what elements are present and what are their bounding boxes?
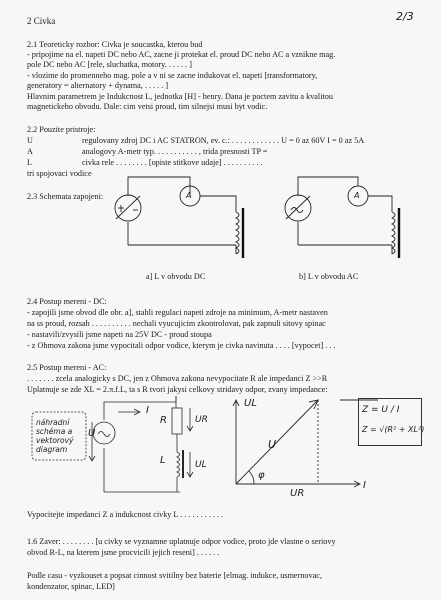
instrument-wires: tri spojovaci vodice: [27, 169, 92, 178]
ammeter-b-label: A: [354, 190, 360, 200]
formula-z-ui: Z = U / I: [362, 405, 400, 415]
s23-heading: 2.3 Schemata zapojeni:: [27, 192, 104, 201]
sketch-l: L: [160, 455, 166, 466]
footer-line-2: kondenzator, spinac, LED]: [27, 582, 115, 591]
s24-line-3: - nastavili/zvysili jsme napeti na 25V DC - proud stoupa: [27, 330, 212, 339]
sketch-r: R: [160, 415, 167, 426]
page-number: 2/3: [396, 10, 414, 23]
vector-i: I: [363, 480, 366, 491]
s25-result: Vypocitejte impedanci Z a indukcnost civky L . . . . . . . . . . .: [27, 510, 224, 519]
s21-line-6: magnetickeho obvodu. Dale: cim vetsi proud, tim silnejsi musi byt vodic.: [27, 102, 268, 111]
instrument-a-text: analogovy A-metr typ. . . . . . . . . . . , trida presnosti TP =: [82, 147, 268, 156]
vector-phi: φ: [258, 470, 265, 481]
section-title: 2 Civka: [27, 16, 56, 26]
sketch-i: I: [146, 405, 149, 416]
sketch-ur: UR: [195, 415, 208, 425]
s21-line-1: - pripojime na el. napeti DC nebo AC, zacne ji protekat el. proud DC nebo AC a vznikne mag.: [27, 50, 336, 59]
instrument-l-symbol: L: [27, 158, 33, 167]
instrument-u-text: regulovany zdroj DC i AC STATRON, ev. c.: . . . . . . . . . . . . U = 0 az 60V I = 0 az 5A: [82, 136, 365, 145]
s21-line-3: - vlozime do promenneho mag. pole a v ni se zacne indukovat el. napeti [transformatory,: [27, 71, 318, 80]
vector-ur: UR: [290, 488, 305, 499]
s25-line-1: . . . . . . . zcela analogicky s DC, jen z Ohmova zakona nevypocitate R ale impedanci Z >>R: [27, 374, 328, 383]
vector-u: U: [268, 438, 277, 451]
sketch-u: U: [88, 428, 96, 439]
formula-z-rx: Z = √(R² + XL²): [362, 425, 425, 434]
footer-line-1: Podle casu - vyzkouset a popsat cinnost svitilny bez baterie [elmag. indukce, usmernovac,: [27, 571, 322, 580]
sketch-ul: UL: [195, 460, 207, 470]
instrument-a-symbol: A: [27, 147, 33, 156]
ammeter-a-label: A: [186, 190, 192, 200]
s25-heading: 2.5 Postup mereni - AC:: [27, 363, 107, 372]
s24-line-2: na ss proud, rozsah . . . . . . . . . . nechali vyucujicim zkontrolovat, pak zapnuli sitovy spinac: [27, 319, 326, 328]
s24-heading: 2.4 Postup mereni - DC:: [27, 297, 107, 306]
s22-heading: 2.2 Pouzite pristroje:: [27, 125, 96, 134]
s21-line-5: Hlavnim parametrem je Indukcnost L, jednotka [H] - henry. Dana je poctem zavitu a kvalitou: [27, 92, 333, 101]
s16-line-2: obvod R-L, na kterem jsme procvicili jejich reseni] . . . . . .: [27, 548, 220, 557]
vector-ul: UL: [244, 398, 257, 409]
s24-line-4: - z Ohmova zakona jsme vypocitali odpor vodice, kterym je civka navinuta . . . . [vypocet] . . .: [27, 341, 336, 350]
s21-line-2: pole DC nebo AC [rele, sluchatka, motory. . . . . . ]: [27, 60, 193, 69]
s21-line-4: generatory = alternatory + dynama, . . . . . ]: [27, 81, 169, 90]
instrument-l-text: civka rele . . . . . . . . [opiste stitkove udaje] . . . . . . . . . .: [82, 158, 263, 167]
sketch-note: náhradní schéma a vektorový diagram: [36, 418, 74, 454]
caption-dc: a] L v obvodu DC: [146, 272, 206, 281]
s25-line-2: Uplatnuje se zde XL = 2.π.f.L, ta s R tvori jakysi celkovy stridavy odpor, zvany impedance:: [27, 385, 328, 394]
instrument-u-symbol: U: [27, 136, 33, 145]
s16-line-1: 1.6 Zaver: . . . . . . . . [u civky se vyznamne uplatnuje odpor vodice, proto jde vlastne o seriovy: [27, 537, 336, 546]
s24-line-1: - zapojili jsme obvod dle obr. a], stahli regulaci napeti zdroje na minimum, A-metr nastaven: [27, 308, 328, 317]
s21-heading: 2.1 Teoreticky rozbor: Civka je soucastka, kterou bud: [27, 40, 203, 49]
caption-ac: b] L v obvodu AC: [299, 272, 359, 281]
